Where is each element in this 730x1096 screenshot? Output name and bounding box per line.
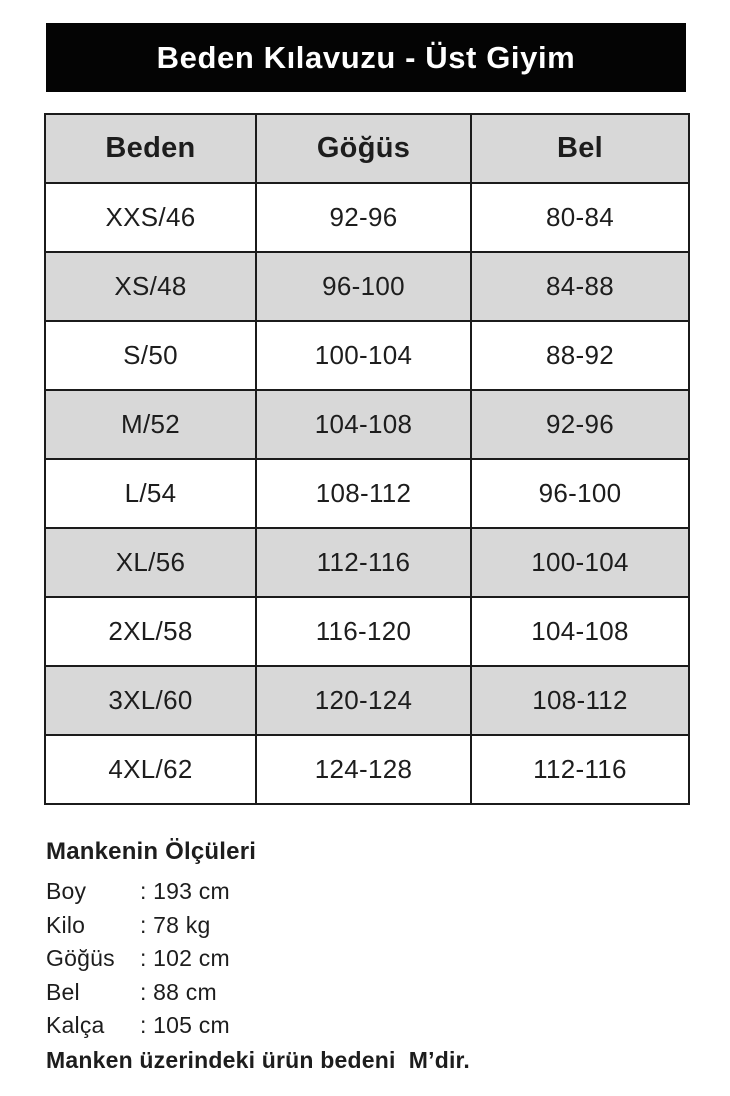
size-cell: L/54 bbox=[45, 459, 256, 528]
measurement-value: : 193 cm bbox=[140, 878, 230, 904]
waist-cell: 80-84 bbox=[471, 183, 689, 252]
size-table-row bbox=[45, 390, 689, 459]
waist-cell: 96-100 bbox=[471, 459, 689, 528]
column-header-waist: Bel bbox=[471, 114, 689, 183]
measurement-item bbox=[46, 976, 730, 1010]
chest-cell: 100-104 bbox=[256, 321, 471, 390]
measurement-label: Kalça bbox=[46, 1012, 105, 1038]
column-header-chest: Göğüs bbox=[256, 114, 471, 183]
column-header-size: Beden bbox=[45, 114, 256, 183]
size-table-body bbox=[45, 183, 689, 804]
size-table-row bbox=[45, 735, 689, 804]
size-table-header-row bbox=[45, 114, 689, 183]
waist-cell: 108-112 bbox=[471, 666, 689, 735]
chest-cell: 96-100 bbox=[256, 252, 471, 321]
waist-cell: 100-104 bbox=[471, 528, 689, 597]
size-cell: M/52 bbox=[45, 390, 256, 459]
measurement-value: : 78 kg bbox=[140, 911, 211, 938]
measurement-item bbox=[46, 1009, 730, 1043]
measurement-item bbox=[46, 909, 730, 943]
waist-cell: 84-88 bbox=[471, 252, 689, 321]
size-table-row bbox=[45, 597, 689, 666]
size-cell: 2XL/58 bbox=[45, 597, 256, 666]
measurement-label: Boy bbox=[46, 878, 87, 904]
chest-cell: 108-112 bbox=[256, 459, 471, 528]
chest-cell: 124-128 bbox=[256, 735, 471, 804]
size-table-row bbox=[45, 459, 689, 528]
size-table-row bbox=[45, 528, 689, 597]
model-measurements-list bbox=[46, 875, 730, 1043]
measurement-label: Göğüs bbox=[46, 945, 115, 971]
size-table-row bbox=[45, 321, 689, 390]
chest-cell: 104-108 bbox=[256, 390, 471, 459]
title-bar bbox=[46, 23, 686, 92]
size-cell: S/50 bbox=[45, 321, 256, 390]
size-cell: 4XL/62 bbox=[45, 735, 256, 804]
chest-cell: 112-116 bbox=[256, 528, 471, 597]
waist-cell: 112-116 bbox=[471, 735, 689, 804]
measurement-item bbox=[46, 875, 730, 909]
measurement-label: Kilo bbox=[46, 911, 86, 938]
measurement-value: : 105 cm bbox=[140, 1012, 230, 1038]
chest-cell: 116-120 bbox=[256, 597, 471, 666]
size-cell: XL/56 bbox=[45, 528, 256, 597]
measurement-value: : 88 cm bbox=[140, 978, 217, 1005]
waist-cell: 88-92 bbox=[471, 321, 689, 390]
size-cell: XXS/46 bbox=[45, 183, 256, 252]
waist-cell: 104-108 bbox=[471, 597, 689, 666]
measurement-item bbox=[46, 942, 730, 976]
page-title: Beden Kılavuzu - Üst Giyim bbox=[156, 39, 576, 75]
size-table bbox=[44, 113, 690, 805]
size-table-row bbox=[45, 666, 689, 735]
model-measurements-heading: Mankenin Ölçüleri bbox=[46, 838, 257, 865]
measurement-value: : 102 cm bbox=[140, 945, 230, 971]
model-size-note: Manken üzerindeki ürün bedeni M’dir. bbox=[46, 1046, 471, 1073]
model-measurements-section bbox=[44, 838, 730, 1077]
measurement-label: Bel bbox=[46, 978, 80, 1005]
chest-cell: 120-124 bbox=[256, 666, 471, 735]
size-cell: 3XL/60 bbox=[45, 666, 256, 735]
size-table-head bbox=[45, 114, 689, 183]
size-table-row bbox=[45, 183, 689, 252]
size-cell: XS/48 bbox=[45, 252, 256, 321]
chest-cell: 92-96 bbox=[256, 183, 471, 252]
size-table-row bbox=[45, 252, 689, 321]
waist-cell: 92-96 bbox=[471, 390, 689, 459]
